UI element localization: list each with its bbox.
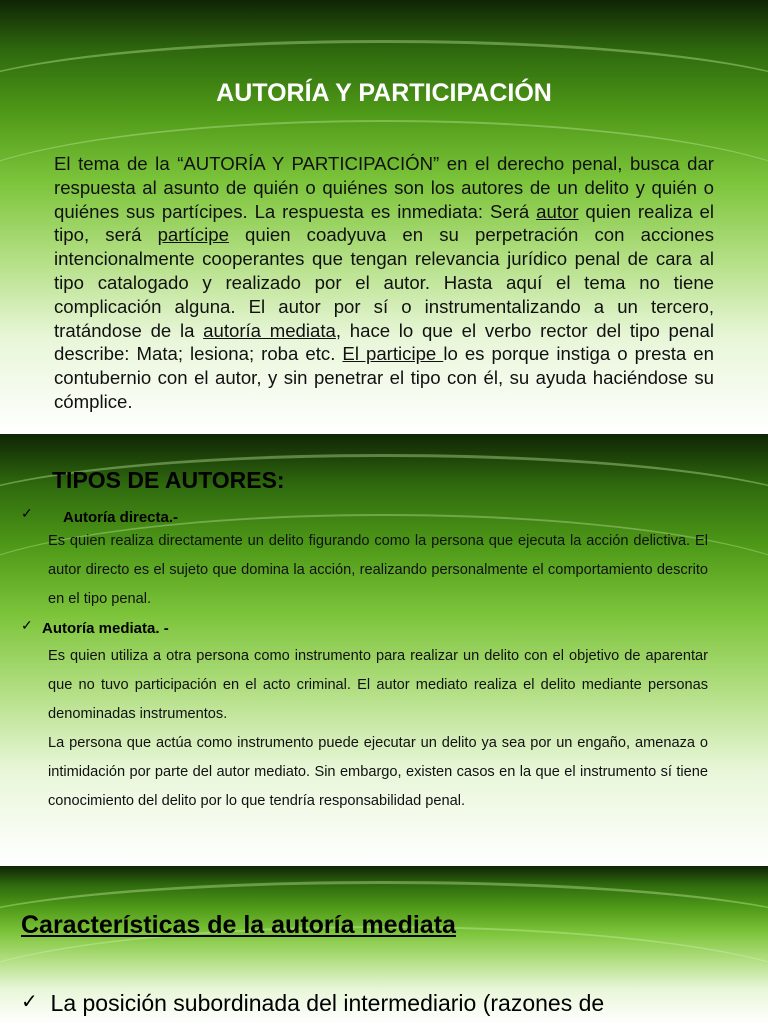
- intro-paragraph: [54, 152, 714, 414]
- checkmark-icon: ✓: [21, 991, 38, 1013]
- bullet-text: La posición subordinada del intermediario (razones de: [50, 990, 605, 1016]
- underlined-term-participe: partícipe: [157, 224, 229, 246]
- underlined-term-autoria-mediata: autoría mediata: [203, 319, 336, 341]
- bullet-item: [21, 985, 707, 1020]
- item-text-autoria-mediata-2: La persona que actúa como instrumento puede ejecutar un delito ya sea por un engaño, amenaza o intimidación por parte del autor mediato. Sin embargo, existen casos en la que el instrumento sí tiene conocimiento del delito por lo que tendría responsabilidad penal.: [48, 735, 708, 809]
- item-text-autoria-mediata: Es quien utiliza a otra persona como instrumento para realizar un delito con el objetivo de aparentar que no tuvo participación en el acto criminal. El autor mediato realiza el delito mediante personas denominadas instrumentos.: [48, 648, 708, 722]
- section-heading: TIPOS DE AUTORES:: [52, 467, 285, 493]
- item-text-autoria-directa: Es quien realiza directamente un delito figurando como la persona que ejecuta la acción delictiva. El autor directo es el sujeto que domina la acción, realizando personalmente el comportamiento descrito en el tipo penal.: [48, 533, 708, 607]
- paragraph-text: quien realiza el tipo, será: [54, 200, 714, 246]
- section-heading-caracteristicas: Características de la autoría mediata: [21, 911, 456, 939]
- underlined-term-el-participe: El participe: [342, 343, 444, 365]
- slide-title: AUTORÍA Y PARTICIPACIÓN: [216, 79, 552, 107]
- checkmark-icon: ✓: [21, 505, 33, 521]
- checkmark-icon: ✓: [21, 617, 33, 633]
- paragraph-text: El tema de la “AUTORÍA Y PARTICIPACIÓN” en el derecho penal, busca dar respuesta al asunto de quién o quiénes son los autores de un delito y quién o quiénes sus partícipes. La respuesta es inmediata: Será: [54, 153, 714, 222]
- paragraph-text: lo es porque instiga o presta en contubernio con el autor, y sin penetrar el tipo con él, su ayuda haciéndose su cómplice.: [54, 343, 714, 412]
- paragraph-text: , hace lo que el verbo rector del tipo penal describe: Mata; lesiona; roba etc.: [54, 319, 714, 365]
- underlined-term-autor: autor: [536, 200, 579, 222]
- item-title-autoria-mediata: Autoría mediata. -: [42, 620, 169, 637]
- paragraph-text: quien coadyuva en su perpetración con acciones intencionalmente cooperantes que tengan relevancia jurídico penal de cara al tipo catalogado y realizado por el autor. Hasta aquí el tema no tiene complicación alguna. El autor por sí o instrumentalizando a un tercero, tratándose de la: [54, 224, 714, 341]
- item-title-autoria-directa: Autoría directa.-: [63, 509, 179, 526]
- slide-autoria-participacion: [0, 0, 768, 432]
